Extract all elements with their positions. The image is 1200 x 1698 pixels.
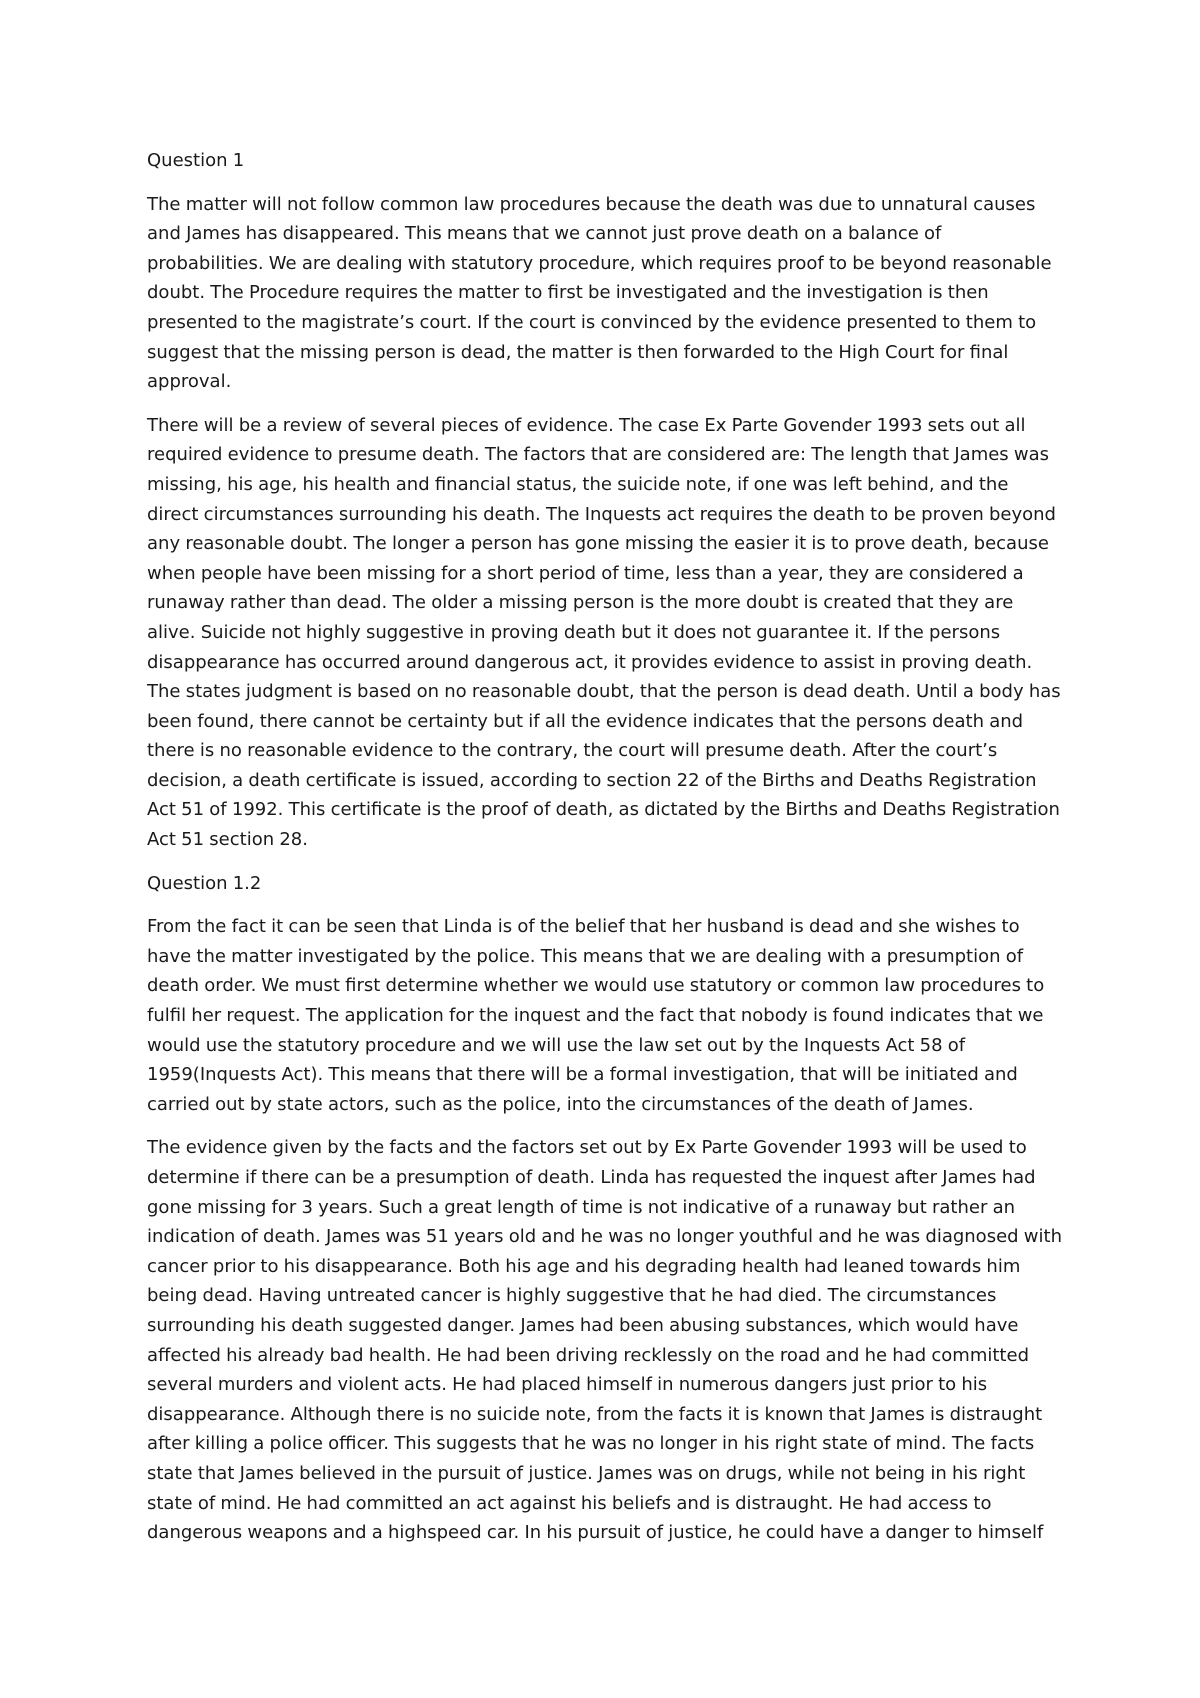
section-heading-question-1-2: Question 1.2	[147, 872, 262, 894]
paragraph-evidence-factors: The evidence given by the facts and the factors set out by Ex Parte Govender 1993 will be used to determine if there can be a presumption of death. Linda has requested the inquest after James had gone missing for 3 years. Such a great length of time is not indicative of a runaway but rather an indication of death. James was 51 years old and he was no longer youthful and he was diagnosed with cancer prior to his disappearance. Both his age and his degrading health had leaned towards him being dead. Having untreated cancer is highly suggestive that he had died. The circumstances surrounding his death suggested danger. James had been abusing substances, which would have affected his already bad health. He had been driving recklessly on the road and he had committed several murders and violent acts. He had placed himself in numerous dangers just prior to his disappearance. Although there is no suicide note, from the facts it is known that James is distraught after killing a police officer. This suggests that he was no longer in his right state of mind. The facts state that James believed in the pursuit of justice. James was on drugs, while not being in his right state of mind. He had committed an act against his beliefs and is distraught. He had access to dangerous weapons and a highspeed car. In his pursuit of justice, he could have a danger to himself	[147, 1137, 1062, 1544]
paragraph-evidence-review: There will be a review of several pieces of evidence. The case Ex Parte Govender 1993 sets out all required evidence to presume death. The factors that are considered are: The length that James was missing, his age, his health and financial status, the suicide note, if one was left behind, and the direct circumstances surrounding his death. The Inquests act requires the death to be proven beyond any reasonable doubt. The longer a person has gone missing the easier it is to prove death, because when people have been missing for a short period of time, less than a year, they are considered a runaway rather than dead. The older a missing person is the more doubt is created that they are alive. Suicide not highly suggestive in proving death but it does not guarantee it. If the persons disappearance has occurred around dangerous act, it provides evidence to assist in proving death. The states judgment is based on no reasonable doubt, that the person is dead death. Until a body has been found, there cannot be certainty but if all the evidence indicates that the persons death and there is no reasonable evidence to the contrary, the court will presume death. After the court’s decision, a death certificate is issued, according to section 22 of the Births and Deaths Registration Act 51 of 1992. This certificate is the proof of death, as dictated by the Births and Deaths Registration Act 51 section 28.	[147, 414, 1061, 851]
document-body	[147, 146, 1063, 1562]
paragraph-presumption-of-death-order: From the fact it can be seen that Linda is of the belief that her husband is dead and she wishes to have the matter investigated by the police. This means that we are dealing with a presumption of death order. We must first determine whether we would use statutory or common law procedures to fulfil her request. The application for the inquest and the fact that nobody is found indicates that we would use the statutory procedure and we will use the law set out by the Inquests Act 58 of 1959(Inquests Act). This means that there will be a formal investigation, that will be initiated and carried out by state actors, such as the police, into the circumstances of the death of James.	[147, 916, 1045, 1115]
paragraph-statutory-procedure: The matter will not follow common law procedures because the death was due to unnatural causes and James has disappeared. This means that we cannot just prove death on a balance of probabilities. We are dealing with statutory procedure, which requires proof to be beyond reasonable doubt. The Procedure requires the matter to first be investigated and the investigation is then presented to the magistrate’s court. If the court is convinced by the evidence presented to them to suggest that the missing person is dead, the matter is then forwarded to the High Court for final approval.	[147, 193, 1052, 393]
section-heading-question-1: Question 1	[147, 150, 245, 171]
